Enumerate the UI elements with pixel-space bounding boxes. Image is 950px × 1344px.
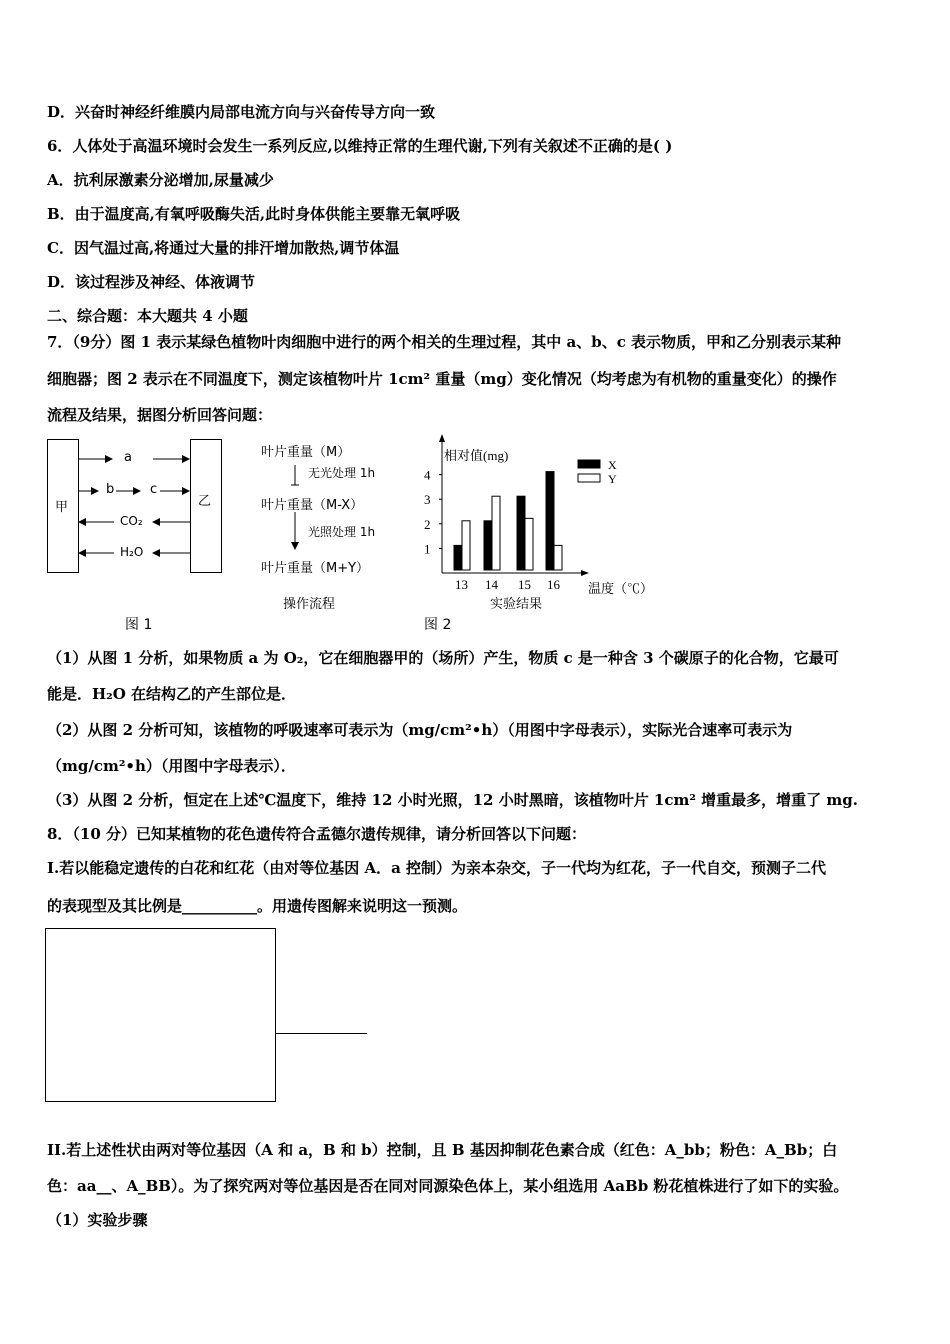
bar-y <box>525 518 533 570</box>
q7-part1-line2: 能是．H₂O 在结构乙的产生部位是． <box>47 685 297 703</box>
bar-chart <box>400 430 670 610</box>
y-tick-label: 4 <box>424 467 431 483</box>
q7-part2-line2: （mg/cm²•h）（用图中字母表示）． <box>47 757 296 775</box>
y-tick-label: 2 <box>424 516 431 532</box>
question-7-line2: 细胞器；图 2 表示在不同温度下，测定该植物叶片 1cm² 重量（mg）变化情况（均考虑为有机物的重量变化）的操作 <box>47 370 837 388</box>
flow-light-treatment: 光照处理 1h <box>308 525 376 539</box>
label-yi: 乙 <box>198 494 212 509</box>
chart-title: 实验结果 <box>490 596 543 610</box>
legend-swatch-y <box>578 474 600 482</box>
option-b: B．由于温度高,有氧呼吸酶失活,此时身体供能主要靠无氧呼吸 <box>47 205 461 223</box>
q8-part2-line2: 色：aa__、A_BB）。为了探究两对等位基因是否在同对同源染色体上，某小组选用 AaBb 粉花植株进行了如下的实验。 <box>47 1177 849 1195</box>
question-8: 8．（10 分）已知某植物的花色遗传符合孟德尔遗传规律，请分析回答以下问题： <box>47 825 587 843</box>
q8-part2-line1: II.若上述性状由两对等位基因（A 和 a，B 和 b）控制，且 B 基因抑制花色素合成（红色：A_bb；粉色：A_Bb；白 <box>47 1141 838 1159</box>
y-tick-label: 3 <box>424 492 431 508</box>
q7-part2-line1: （2）从图 2 分析可知，该植物的呼吸速率可表示为（mg/cm²•h）（用图中字母表示），实际光合速率可表示为 <box>47 721 793 739</box>
x-tick-label: 13 <box>455 577 468 592</box>
fig1-arrows <box>0 0 240 600</box>
option-c: C．因气温过高,将通过大量的排汗增加散热,调节体温 <box>47 239 400 257</box>
bar-y <box>554 545 562 570</box>
legend-label-y: Y <box>608 472 617 486</box>
section-heading: 二、综合题：本大题共 4 小题 <box>47 307 248 325</box>
answer-line <box>275 1033 367 1034</box>
legend-label-x: X <box>608 458 617 472</box>
x-tick-label: 14 <box>485 577 498 592</box>
label-a: a <box>124 450 132 465</box>
y-axis-label: 相对值(mg) <box>444 448 509 463</box>
bar-x <box>517 496 525 570</box>
bar-y <box>462 521 470 570</box>
figure-2-caption: 图 2 <box>424 617 452 633</box>
q8-part2-step-heading: （1）实验步骤 <box>47 1211 148 1229</box>
option-d: D．该过程涉及神经、体液调节 <box>47 273 256 291</box>
question-6: 6．人体处于高温环境时会发生一系列反应,以维持正常的生理代谢,下列有关叙述不正确的是( ) <box>47 137 673 155</box>
flow-step-3: 叶片重量（M+Y） <box>261 561 370 576</box>
label-jia: 甲 <box>55 500 69 515</box>
flow-step-2: 叶片重量（M-X） <box>261 498 364 513</box>
option-d-q5: D．兴奋时神经纤维膜内局部电流方向与兴奋传导方向一致 <box>47 103 436 121</box>
q8-part1-line2: 的表现型及其比例是__________。用遗传图解来说明这一预测。 <box>47 897 468 915</box>
flow-caption: 操作流程 <box>283 597 336 612</box>
flow-dark-treatment: 无光处理 1h <box>308 466 376 480</box>
legend-swatch-x <box>578 460 600 468</box>
bar-y <box>492 496 500 570</box>
q7-part3: （3）从图 2 分析，恒定在上述℃温度下，维持 12 小时光照，12 小时黑暗，该植物叶片 1cm² 增重最多，增重了 mg. <box>47 791 858 809</box>
y-axis-arrow <box>439 434 445 442</box>
label-c: c <box>150 482 158 497</box>
flow-step-1: 叶片重量（M） <box>261 445 351 460</box>
label-b: b <box>106 482 115 497</box>
q7-part1-line1: （1）从图 1 分析，如果物质 a 为 O₂，它在细胞器甲的（场所）产生，物质 c 是一种含 3 个碳原子的化合物，它最可 <box>47 649 839 667</box>
x-axis-arrow <box>581 570 589 576</box>
q8-part1-line1: I.若以能稳定遗传的白花和红花（由对等位基因 A．a 控制）为亲本杂交，子一代均为红花，子一代自交，预测子二代 <box>47 859 827 877</box>
option-a: A．抗利尿激素分泌增加,尿量减少 <box>47 171 274 189</box>
answer-box[interactable] <box>45 928 276 1102</box>
figure-1-caption: 图 1 <box>125 617 153 633</box>
label-h2o: H₂O <box>120 545 144 559</box>
x-tick-label: 15 <box>518 577 531 592</box>
x-tick-label: 16 <box>547 577 560 592</box>
y-tick-label: 1 <box>424 541 431 557</box>
bar-x <box>546 472 554 570</box>
x-axis-label: 温度（℃） <box>588 581 654 596</box>
bar-x <box>484 521 492 570</box>
question-7-line3: 流程及结果，据图分析回答问题： <box>47 406 273 424</box>
bar-x <box>454 545 462 570</box>
label-co2: CO₂ <box>120 514 143 528</box>
question-7-line1: 7．（9分）图 1 表示某绿色植物叶肉细胞中进行的两个相关的生理过程，其中 a、b、c 表示物质，甲和乙分别表示某种 <box>47 333 842 351</box>
